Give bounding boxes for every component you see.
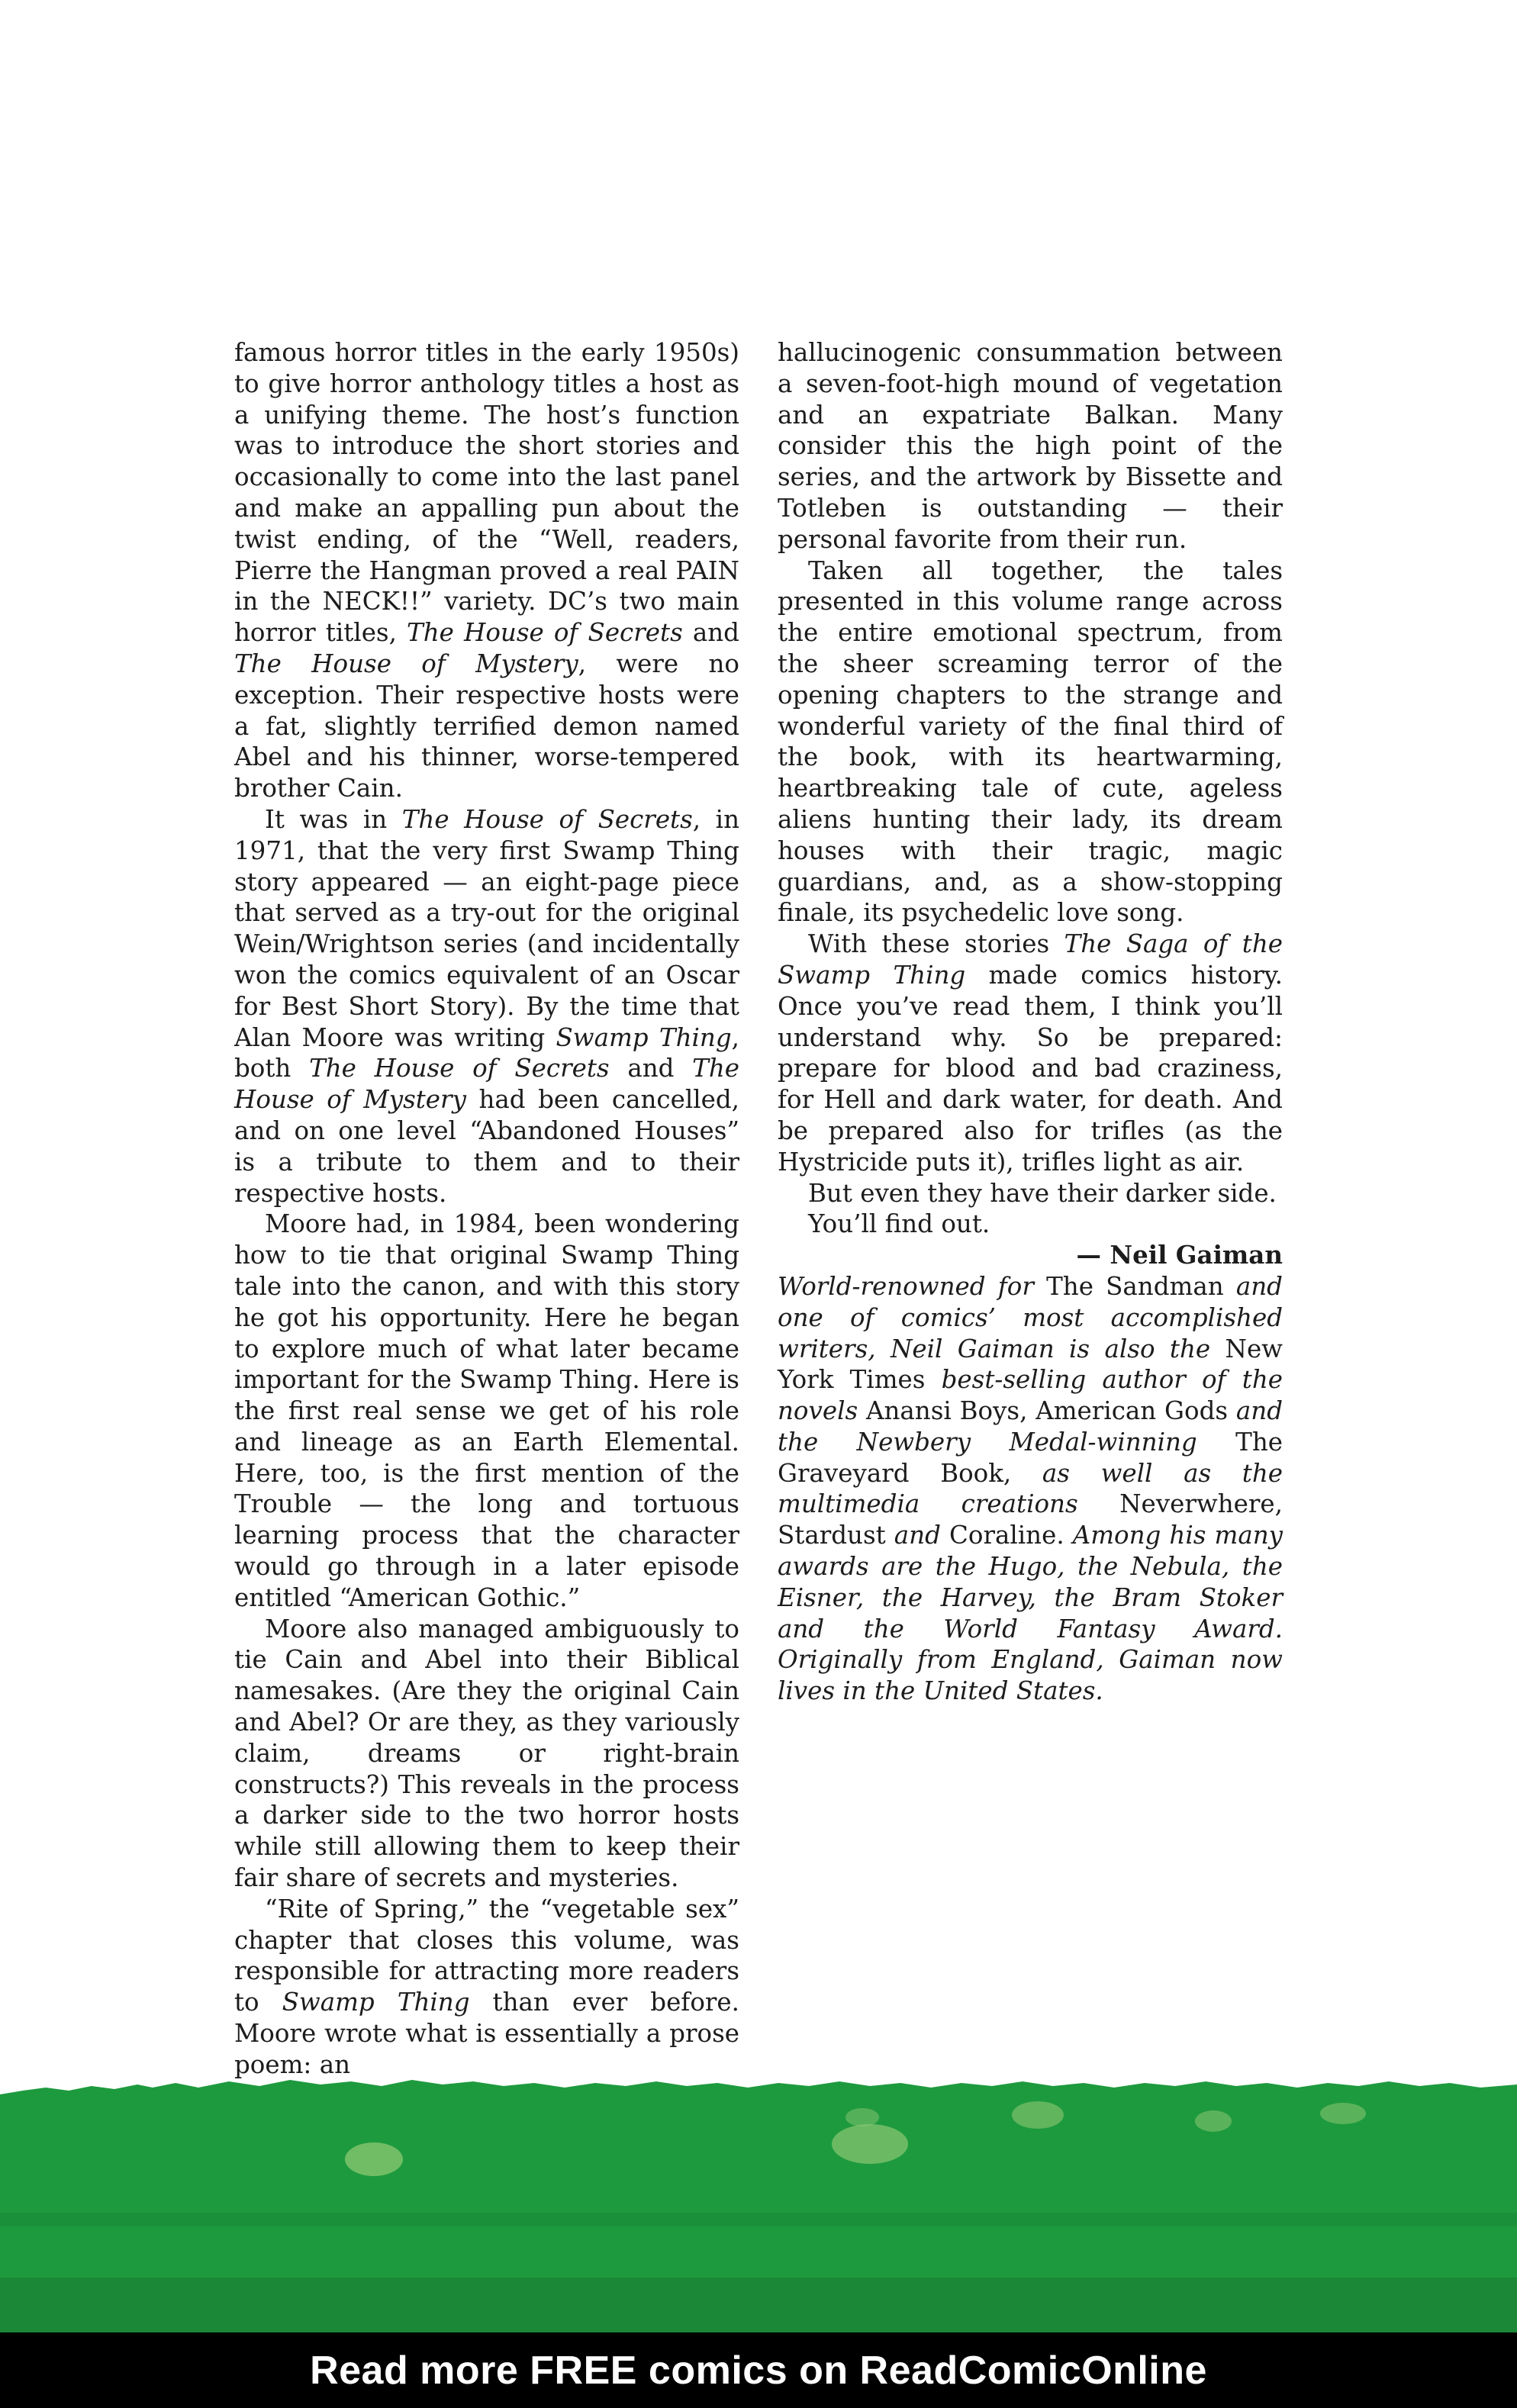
- left-paragraph-2: It was in The House of Secrets, in 1971, that the very first Swamp Thing story appeared — an eight-page piece that served as a try-out for the original Wein/Wrightson series (and incidentally won the comics equivalent of an Oscar for Best Short Story). By the time that Alan Moore was writing Swamp Thing, both The House of Secrets and The House of Mystery had been cancelled, and on one level “Abandoned Houses” is a tribute to them and to their respective hosts.: [234, 804, 740, 1208]
- left-column: [234, 337, 739, 2081]
- moss-patch: [1012, 2101, 1064, 2129]
- moss-patch: [832, 2124, 908, 2164]
- author-signature: — Neil Gaiman: [1076, 1240, 1283, 1270]
- moss-patch: [1320, 2103, 1366, 2124]
- right-paragraph-3: With these stories The Saga of the Swamp Thing made comics history. Once you’ve read them, I think you’ll understand why. So be prepared: prepare for blood and bad craziness, for Hell and dark water, for death. And be prepared also for trifles (as the Hystricide puts it), trifles light as air.: [778, 929, 1283, 1177]
- left-paragraph-4: Moore also managed ambiguously to tie Cain and Abel into their Biblical namesakes. (Are they the original Cain and Abel? Or are they, as they variously claim, dreams or right-brain constructs?) This reveals in the process a darker side to the two horror hosts while still allowing them to keep their fair share of secrets and mysteries.: [234, 1614, 739, 1893]
- footer-text[interactable]: Read more FREE comics on ReadComicOnline: [310, 2348, 1207, 2393]
- right-column: [778, 337, 1283, 1707]
- left-paragraph-5: “Rite of Spring,” the “vegetable sex” chapter that closes this volume, was responsible for attracting more readers to Swamp Thing than ever before. Moore wrote what is essentially a prose poem: an: [234, 1894, 739, 2079]
- dark-streak: [0, 2278, 1517, 2335]
- moss-patch: [345, 2142, 403, 2176]
- right-paragraph-5: You’ll find out.: [808, 1209, 990, 1239]
- right-paragraph-4: But even they have their darker side.: [808, 1178, 1277, 1208]
- left-paragraph-1: famous horror titles in the early 1950s) to give horror anthology titles a host as a unifying theme. The host’s function was to introduce the short stories and occasionally to come into the last panel and make an appalling pun about the twist ending, of the “Well, readers, Pierre the Hangman proved a real PAIN in the NECK!!” variety. DC’s two main horror titles, The House of Secrets and The House of Mystery, were no exception. Their respective hosts were a fat, slightly terrified demon named Abel and his thinner, worse-tempered brother Cain.: [234, 338, 739, 803]
- author-bio: World-renowned for The Sandman and one of comics’ most accomplished writers, Neil Gaiman is also the New York Times best-selling author of the novels Anansi Boys, American Gods and the Newbery Medal-winning The Graveyard Book, as well as the multimedia creations Neverwhere, Stardust and Coraline. Among his many awards are the Hugo, the Nebula, the Eisner, the Harvey, the Bram Stoker and the World Fantasy Award. Originally from England, Gaiman now lives in the United States.: [778, 1271, 1283, 1706]
- dark-streak: [0, 2213, 1517, 2226]
- footer-banner[interactable]: [0, 2332, 1517, 2408]
- green-swamp-band: [0, 2060, 1517, 2335]
- right-paragraph-1: hallucinogenic consummation between a seven-foot-high mound of vegetation and an expatriate Balkan. Many consider this the high point of the series, and the artwork by Bissette and Totleben is outstanding — their personal favorite from their run.: [778, 338, 1283, 554]
- right-paragraph-2: Taken all together, the tales presented in this volume range across the entire emotional spectrum, from the sheer screaming terror of the opening chapters to the strange and wonderful variety of the final third of the book, with its heartwarming, heartbreaking tale of cute, ageless aliens hunting their lady, its dream houses with their tragic, magic guardians, and, as a show-stopping finale, its psychedelic love song.: [778, 555, 1283, 928]
- moss-patch: [845, 2108, 879, 2126]
- moss-patch: [1195, 2110, 1232, 2132]
- left-paragraph-3: Moore had, in 1984, been wondering how to tie that original Swamp Thing tale into the canon, and with this story he got his opportunity. Here he began to explore much of what later became important for the Swamp Thing. Here is the first real sense we get of his role and lineage as an Earth Elemental. Here, too, is the first mention of the Trouble — the long and tortuous learning process that the character would go through in a later episode entitled “American Gothic.”: [234, 1209, 739, 1612]
